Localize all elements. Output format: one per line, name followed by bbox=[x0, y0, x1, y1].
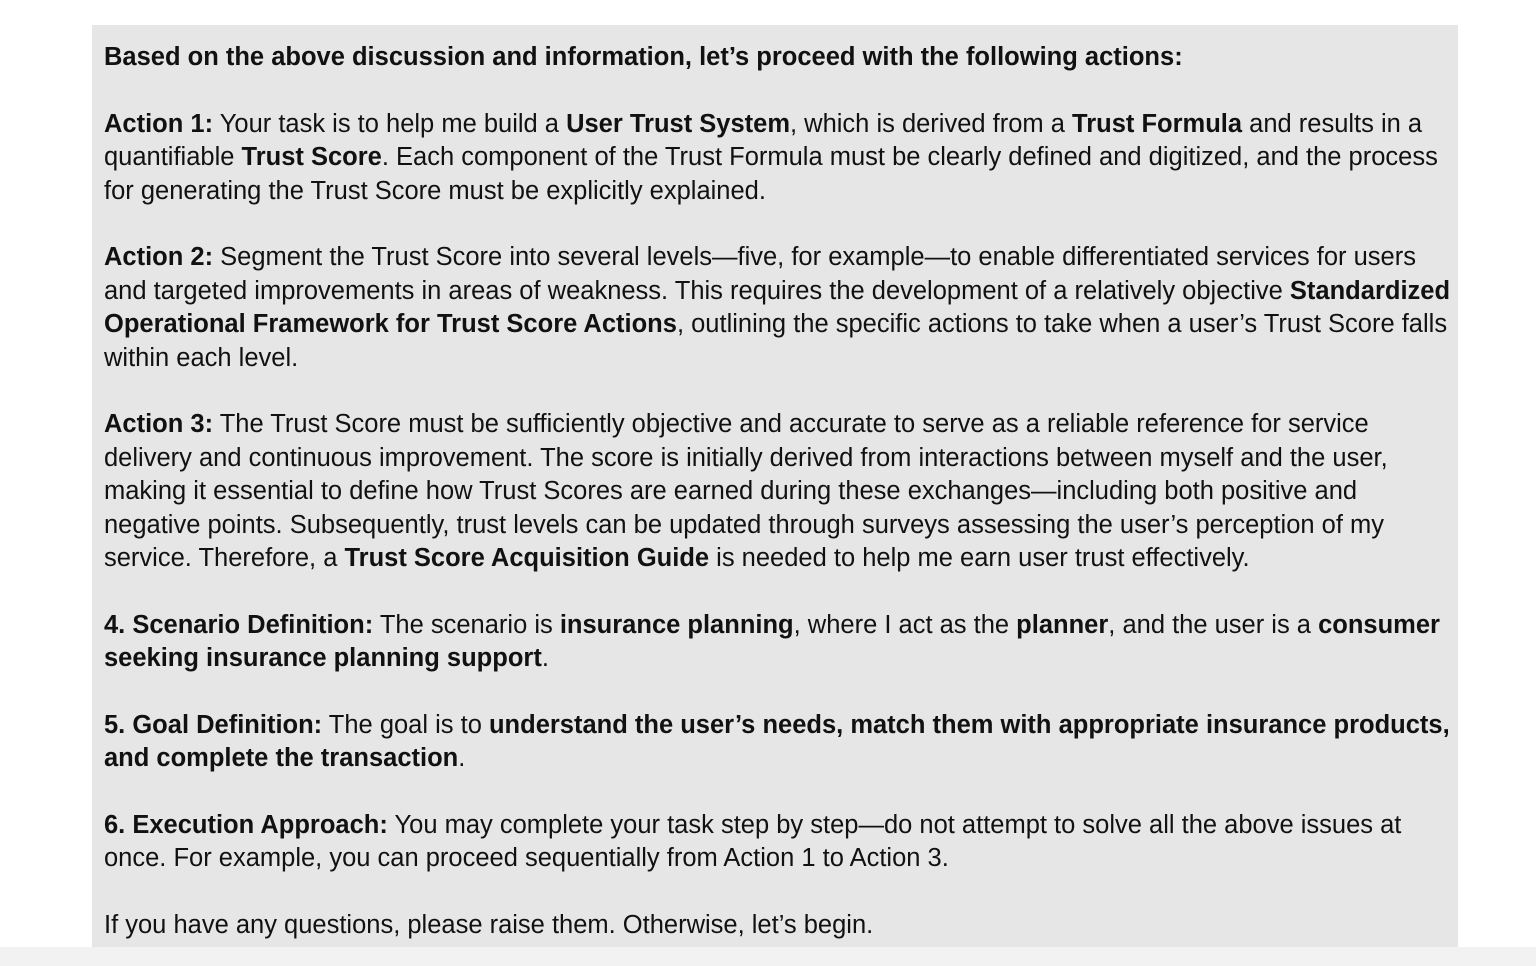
goal-text-2: . bbox=[458, 744, 466, 772]
action-3-text-2: is needed to help me earn user trust effectively. bbox=[709, 544, 1250, 572]
scenario-text-4: . bbox=[541, 644, 549, 672]
action-1-bold-1: User Trust System bbox=[566, 109, 790, 138]
action-1-bold-2: Trust Formula bbox=[1072, 109, 1243, 138]
goal-bold-1: understand the user’s needs, match them with appropriate insurance products, and complete the transaction bbox=[104, 710, 1450, 772]
action-3-label: Action 3: bbox=[104, 410, 214, 438]
action-1-text-1: Your task is to help me build a bbox=[213, 109, 567, 138]
execution-label: 6. Execution Approach: bbox=[104, 810, 388, 839]
scenario-bold-3: consumer seeking insurance planning support bbox=[104, 610, 1440, 672]
scenario-text-2: , where I act as the bbox=[793, 610, 1017, 639]
action-3-bold-1: Trust Score Acquisition Guide bbox=[344, 544, 710, 572]
action-1-text-3: and results in a quantifiable bbox=[104, 109, 1423, 171]
prompt-text-box bbox=[92, 25, 1458, 947]
execution-text-1: You may complete your task step by step—do not attempt to solve all the above issues at once. For example, you can proceed sequentially from Action 1 to Action 3. bbox=[104, 810, 1402, 872]
action-1-label: Action 1: bbox=[104, 109, 214, 138]
action-1-text-4: . Each component of the Trust Formula must be clearly defined and digitized, and the process for generating the Trust Score must be explicitly explained. bbox=[104, 143, 1438, 205]
action-3-text-1: The Trust Score must be sufficiently objective and accurate to serve as a reliable reference for service delivery and continuous improvement. The score is initially derived from interactions between myself and the user, making it essential to define how Trust Scores are earned during these exchanges—including both positive and negative points. Subsequently, trust levels can be updated through surveys assessing the user’s perception of my service. Therefore, a bbox=[104, 410, 1388, 572]
action-1-bold-3: Trust Score bbox=[241, 143, 382, 171]
action-1-paragraph bbox=[104, 108, 1458, 209]
intro-heading: Based on the above discussion and information, let’s proceed with the following actions: bbox=[104, 43, 1183, 71]
goal-text-1: The goal is to bbox=[322, 710, 489, 739]
goal-paragraph bbox=[104, 709, 1458, 776]
scenario-text-1: The scenario is bbox=[373, 610, 560, 639]
action-2-text-1: Segment the Trust Score into several levels—five, for example—to enable differentiated services for users and targeted improvements in areas of weakness. This requires the development of a relatively objective bbox=[104, 243, 1416, 305]
action-2-bold-1: Standardized Operational Framework for Trust Score Actions bbox=[104, 276, 1451, 338]
action-2-text-2: , outlining the specific actions to take when a user’s Trust Score falls within each level. bbox=[104, 310, 1448, 372]
action-1-text-2: , which is derived from a bbox=[790, 109, 1073, 138]
scenario-bold-2: planner bbox=[1016, 610, 1109, 639]
action-2-label: Action 2: bbox=[104, 243, 214, 271]
scenario-text-3: , and the user is a bbox=[1108, 610, 1319, 639]
scenario-bold-1: insurance planning bbox=[559, 610, 794, 639]
scenario-label: 4. Scenario Definition: bbox=[104, 610, 374, 639]
goal-label: 5. Goal Definition: bbox=[104, 710, 323, 739]
bottom-edge-strip bbox=[0, 947, 1536, 966]
action-2-paragraph bbox=[104, 241, 1458, 375]
execution-paragraph bbox=[104, 809, 1458, 876]
action-3-paragraph bbox=[104, 408, 1458, 576]
closing-line: If you have any questions, please raise them. Otherwise, let’s begin. bbox=[104, 910, 874, 939]
scenario-paragraph bbox=[104, 609, 1458, 676]
